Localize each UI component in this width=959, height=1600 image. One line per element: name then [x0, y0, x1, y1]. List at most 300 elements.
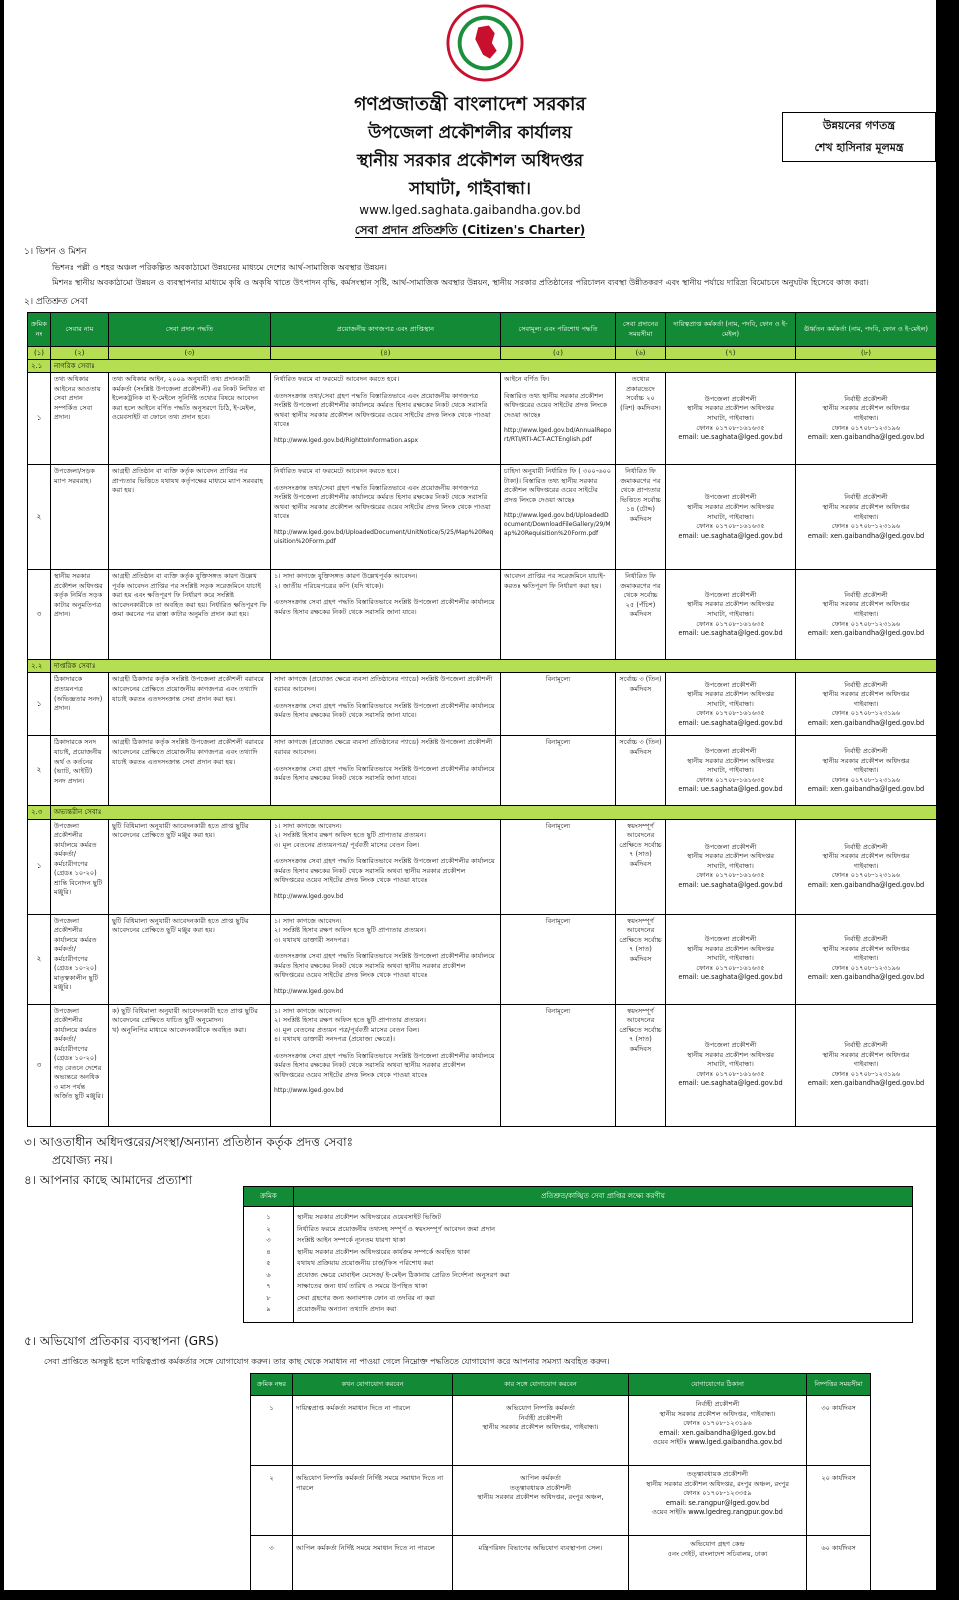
responsible-officer [666, 373, 796, 465]
superior-officer [796, 673, 937, 736]
docs-paragraph: এতদসংক্রান্ত সেবা গ্রহণ পদ্ধতি বিস্তারিতভাবে সংশ্লিষ্ট উপজেলা প্রকৌশলীর কার্যালয়ে কর্মরত হিসাব রক্ষকের নিকট থেকে সরাসরি জানা যাবে। [274, 764, 495, 783]
expectation-number: ৫ [244, 1257, 294, 1269]
service-row [28, 819, 937, 914]
docs-paragraph: এতদসংক্রান্ত সেবা গ্রহণ পদ্ধতি বিস্তারিতভাবে সংশ্লিষ্ট উপজেলা প্রকৌশলীর কার্যালয়ে কর্মরত হিসাব রক্ষকের নিকট থেকে সরাসরি অথবা স্থানীয় সরকার প্রকৌশল অধিদপ্তরের ওয়েব সাইটের প্রদত্ত লিংক থেকে পাওয়া যাবেঃ [274, 857, 495, 885]
column-header: সেবা প্রদানের সময়সীমা [616, 313, 666, 347]
cell-line: উপজেলা প্রকৌশলী [704, 747, 757, 756]
service-row [28, 1004, 937, 1126]
column-number: (২) [51, 347, 109, 360]
cell-line: উপজেলা প্রকৌশলী [704, 1041, 757, 1050]
fee-text: বিনামূল্যে [545, 916, 571, 925]
expectation-text: সাক্ষাতের জন্য ধার্য তারিখ ও সময়ে উপস্থিত থাকা [294, 1280, 913, 1292]
service-name: উপজেলা প্রকৌশলীর কার্যালয়ে কর্মরত কর্মকর্তা/ কর্মচারীগণের (গ্রেডঃ ১০-২০) গড় বেতনে দেশের অভ্যন্তরে অনধিক ৩ মাস পর্যন্ত অর্জিত ছুটি মঞ্জুরি। [51, 1004, 109, 1126]
service-method: তথ্য অধিকার আইন, ২০০৯ অনুযায়ী তথ্য প্রদানকারী কর্মকর্তা (সংশ্লিষ্ট উপজেলা প্রকৌশলী) এর নিকট লিখিত বা ইলেকট্রনিক বা ই-মেইলে সুনির্দিষ্ট তথ্যের বিষয়ে আবেদন করা হলে আইনে বর্ণিত পদ্ধতি অনুসরণে চিঠি, ই-মেইল, ওয়েবসাইট বা ফোনে তথ্য প্রদান হবে। [109, 373, 271, 465]
cell-line: email: ue.saghata@lged.gov.bd [678, 433, 783, 442]
section3-text: প্রযোজ্য নয়। [52, 1153, 113, 1167]
service-name: উপজেলা প্রকৌশলীর কার্যালয়ে কর্মরত কর্মকর্তা/ কর্মচারীগণের (গ্রেডঃ ১০-২০) মাতৃত্বকালীন ছুটি মঞ্জুরি। [51, 914, 109, 1004]
service-fee [501, 570, 616, 660]
cell-line: নির্বাহী প্রকৌশলী [844, 842, 888, 851]
cell-line: ফোনঃ ০১৭০৮-১৬১৬৩৫ [696, 423, 765, 432]
grs-header: যোগাযোগের ঠিকানা [629, 1374, 807, 1396]
cell-line: গাইবান্ধা। [853, 512, 879, 521]
cell-line: স্থানীয় সরকার প্রকৌশল অধিদপ্তর [686, 404, 775, 413]
docs-paragraph: সাদা কাগজে (প্রযোজ্য ক্ষেত্রে ব্যবসা প্রতিষ্ঠানের প্যাডে) সংশ্লিষ্ট উপজেলা প্রকৌশলী বরাবর আবেদন। [274, 675, 493, 693]
cell-line: ফোনঃ ০১৭০৮-১২৩১৯৬ [831, 522, 901, 531]
service-name: স্থানীয় সরকার প্রকৌশল অধিদপ্তর কর্তৃক নির্মিত সড়ক কাটার অনুমতিপত্র প্রদান। [51, 570, 109, 660]
expectation-row [244, 1223, 913, 1235]
cell-line: ওয়েব সাইটঃ www.lged.gaibandha.gov.bd [652, 1438, 783, 1447]
service-fee [501, 1004, 616, 1126]
motto-line: শেখ হাসিনার মূলমন্ত্র [814, 141, 904, 154]
grs-header: নিষ্পত্তির সময়সীমা [807, 1374, 871, 1396]
superior-officer [796, 465, 937, 570]
grs-time: ৩০ কার্যদিবস [807, 1396, 871, 1466]
serial-number: ১ [28, 373, 51, 465]
cell-line: ৫নং গেইট, বাংলাদেশ সচিবালয়, ঢাকা [667, 1549, 768, 1558]
docs-paragraph: ১। সাদা কাগজে আবেদন। ২। সংশ্লিষ্ট হিসাব রক্ষণ অফিস হতে ছুটি প্রাপ্যতার প্রত্যয়ন। ৩। যথাযথ ডাক্তারী সনদপত্র। [274, 916, 426, 944]
service-row [28, 570, 937, 660]
grs-table [250, 1373, 871, 1598]
cell-line: স্থানীয় সরকার প্রকৌশল অধিদপ্তর [686, 944, 775, 953]
responsible-officer [666, 736, 796, 806]
cell-line: তত্ত্বাবধায়ক প্রকৌশলী [686, 1470, 749, 1478]
cell-line: ফোনঃ ০১৭০৮-১২৩১৯৬ [831, 1069, 901, 1078]
service-method: ছুটি বিধিমালা অনুযায়ী আবেদনকারী হতে প্রাপ্ত ছুটির আবেদনের প্রেক্ষিতে ছুটি মঞ্জুর করা হয়। [109, 914, 271, 1004]
expectation-row [244, 1269, 913, 1281]
cell-line: উপজেলা প্রকৌশলী [704, 493, 757, 502]
cell-line: email: xen.gaibandha@lged.gov.bd [807, 1079, 925, 1088]
cell-line: স্থানীয় সরকার প্রকৌশল অধিদপ্তর [686, 690, 775, 699]
required-documents [271, 570, 501, 660]
group-title: দাপ্তরিক সেবাঃ [51, 660, 937, 673]
required-documents [271, 373, 501, 465]
grs-serial: ৩ [251, 1536, 293, 1598]
responsible-officer [666, 819, 796, 914]
grs-when: আপিল কর্মকর্তা নির্দিষ্ট সময়ে সমাধান দিতে না পারলে [293, 1536, 453, 1598]
cell-line: মন্ত্রিপরিষদ বিভাগের অভিযোগ ব্যবস্থাপনা সেল। [478, 1544, 603, 1552]
cell-line: ফোনঃ ০১৭০৮-১২৩১৯৬ [831, 709, 901, 718]
expectation-row [244, 1280, 913, 1292]
expectation-text: সেবা গ্রহণের জন্য অনাবশ্যক ফোন বা তদবির না করা [294, 1292, 913, 1304]
cell-line: email: xen.gaibandha@lged.gov.bd [659, 1428, 776, 1437]
cell-line: ফোনঃ ০১৭০৮-১৬১৬৩৫ [696, 963, 765, 972]
grs-row [251, 1396, 871, 1466]
docs-link[interactable]: http://www.lged.gov.bd [274, 892, 344, 900]
fee-link[interactable]: http://www.lged.gov.bd/AnnualReport/RTI/RTI-ACT-ACTEnglish.pdf [504, 427, 612, 444]
cell-line: গাইবান্ধা। [853, 861, 879, 870]
responsible-officer [666, 570, 796, 660]
cell-line: নির্বাহী প্রকৌশলী [844, 493, 888, 502]
fee-paragraph: আবেদন প্রাপ্তির পর সরেজমিনে যাচাই-করতঃ ক্ষতিপূরণ ফি নির্ধারণ করা হয়। [504, 572, 606, 590]
serial-number: ২ [28, 736, 51, 806]
fee-link[interactable]: http://www.lged.gov.bd/UploadedDocument/DownloadFileGallery/29/Map%20Requisition%20Form.pdf [504, 512, 611, 537]
group-number: ২.২ [28, 660, 51, 673]
cell-line: ফোনঃ ০১৭০৮-১৬১৬৩৫ [696, 522, 765, 531]
service-method: আগ্রহী ঠিকাদার কর্তৃক সংশ্লিষ্ট উপজেলা প্রকৌশলী বরাবরে আবেদনের প্রেক্ষিতে প্রয়োজনীয় কাগজপত্র এবং তথ্যাদি যাচাই করতঃ এতদসংক্রান্ত সেবা প্রদান করা হয়। [109, 673, 271, 736]
cell-line: স্থানীয় সরকার প্রকৌশল অধিদপ্তর [822, 690, 910, 699]
column-number: (১) [28, 347, 51, 360]
service-group-row [28, 660, 937, 673]
docs-paragraph: নির্ধারিত ফরমে বা ফরমেটে আবেদন করতে হবে। [274, 467, 400, 476]
cell-line: স্থানীয় সরকার প্রকৌশল অধিদপ্তর [686, 600, 775, 609]
service-fee [501, 673, 616, 736]
cell-line: email: ue.saghata@lged.gov.bd [678, 880, 783, 889]
column-number: (৮) [796, 347, 937, 360]
serial-number: ৩ [28, 1004, 51, 1126]
fee-text: বিনামূল্যে [545, 675, 571, 684]
cell-line: ফোনঃ ০১৭০৮-১২৩১৯৬ [831, 423, 901, 432]
expectation-text: প্রযোজ্য ক্ষেত্রে মোবাইল মেসেজ/ ই-মেইল ঠিকানায় প্রেরিত নির্দেশনা অনুসরণ করা [294, 1269, 913, 1281]
service-time: স্বয়ংসম্পূর্ণ আবেদনের প্রেক্ষিতে সর্বোচ্চ ৭ (সাত) কর্মদিবস [616, 1004, 666, 1126]
fee-text: বিনামূল্যে [545, 821, 571, 830]
vision-mission-heading: ১। ভিশন ও মিশন [24, 247, 87, 257]
service-row [28, 914, 937, 1004]
column-number: (৭) [666, 347, 796, 360]
superior-officer [796, 373, 937, 465]
expectation-row [244, 1303, 913, 1315]
cell-line: email: ue.saghata@lged.gov.bd [678, 1079, 783, 1088]
required-documents [271, 673, 501, 736]
grs-serial: ১ [251, 1396, 293, 1466]
cell-line: স্থানীয় সরকার প্রকৌশল অধিদপ্তর, রংপুর অঞ্চল, [477, 1493, 604, 1502]
expectation-number: ৪ [244, 1246, 294, 1258]
expectation-row [244, 1246, 913, 1258]
expectation-text: স্থানীয় সরকার প্রকৌশল অধিদপ্তরের কার্যক্রম সম্পর্কে অবহিত থাকা [294, 1246, 913, 1258]
cell-line: গাইবান্ধা। [853, 1060, 879, 1069]
docs-paragraph: এতদসংক্রান্ত তথ্য/সেবা গ্রহণ পদ্ধতি বিস্তারিতভাবে এবং প্রয়োজনীয় কাগজপত্র সংশ্লিষ্ট উপজেলা প্রকৌশলীর কার্যালয়ে কর্মরত হিসাব রক্ষকের নিকট থেকে সরাসরি অথবা স্থানীয় সরকার প্রকৌশল অধিদপ্তরের ওয়েব সাইটের প্রদত্ত লিংক থেকে পাওয়া যাবেঃ [274, 391, 491, 429]
cell-line: email: xen.gaibandha@lged.gov.bd [807, 785, 925, 794]
service-fee [501, 373, 616, 465]
cell-line: ফোনঃ ০১৭০৮-১৬১৬৩৫ [696, 619, 765, 628]
docs-paragraph: এতদসংক্রান্ত সেবা গ্রহণ পদ্ধতি বিস্তারিতভাবে সংশ্লিষ্ট উপজেলা প্রকৌশলীর কার্যালয়ে কর্মরত হিসাব রক্ষকের নিকট থেকে সরাসরি জানা যাবে। [274, 701, 495, 720]
cell-line: email: xen.gaibandha@lged.gov.bd [807, 973, 925, 982]
docs-paragraph: এতদসংক্রান্ত তথ্য/সেবা গ্রহণ পদ্ধতি বিস্তারিতভাবে এবং প্রয়োজনীয় কাগজপত্র সংশ্লিষ্ট উপজেলা প্রকৌশলীর কার্যালয়ে কর্মরত হিসাব রক্ষকের নিকট থেকে সরাসরি অথবা স্থানীয় সরকার প্রকৌশল অধিদপ্তরের ওয়েব সাইটের প্রদত্ত লিংক থেকে পাওয়া যাবেঃ [274, 483, 491, 521]
grs-header: কার সঙ্গে যোগাযোগ করবেন [453, 1374, 629, 1396]
service-time: স্বয়ংসম্পূর্ণ আবেদনের প্রেক্ষিতে সর্বোচ্চ ৭ (সাত) কর্মদিবস [616, 819, 666, 914]
required-documents [271, 736, 501, 806]
service-group-row [28, 360, 937, 373]
responsible-officer [666, 673, 796, 736]
cell-line: ফোনঃ ০১৭০৮-১২৩৩৫৯ [683, 1489, 752, 1498]
grs-who [453, 1536, 629, 1598]
docs-paragraph: এতদসংক্রান্ত সেবা গ্রহণ পদ্ধতি বিস্তারিতভাবে সংশ্লিষ্ট উপজেলা প্রকৌশলীর কার্যালয়ে কর্মরত হিসাব রক্ষকের নিকট থেকে সরাসরি অথবা স্থানীয় সরকার প্রকৌশল অধিদপ্তরের ওয়েব সাইটের প্রদত্ত লিংক থেকে পাওয়া যাবেঃ [274, 1051, 495, 1079]
cell-line: ফোনঃ ০১৭০৮-১৬১৬৩৫ [696, 775, 765, 784]
grs-row [251, 1536, 871, 1598]
column-number: (৪) [271, 347, 501, 360]
service-method: ছুটি বিধিমালা অনুযায়ী আবেদনকারী হতে প্রাপ্ত ছুটির আবেদনের প্রেক্ষিতে ছুটি মঞ্জুর করা হয়। [109, 819, 271, 914]
cell-line: ফোনঃ ০১৭০৮-১২৩১৯৬ [683, 1419, 752, 1428]
cell-line: সাঘাটা, গাইবান্ধা। [707, 414, 754, 422]
cell-line: email: xen.gaibandha@lged.gov.bd [807, 531, 925, 540]
cell-line: স্থানীয় সরকার প্রকৌশল অধিদপ্তর [822, 944, 910, 953]
cell-line: email: xen.gaibandha@lged.gov.bd [807, 629, 925, 638]
docs-link[interactable]: http://www.lged.gov.bd [274, 1087, 344, 1095]
cell-line: নির্বাহী প্রকৌশলী [844, 680, 888, 689]
column-header: প্রয়োজনীয় কাগজপত্র এবং প্রাপ্তিস্থান [271, 313, 501, 347]
service-time: তথ্যের প্রকারভেদে সর্বোচ্চ ২০ (বিশ) কর্মদিবস। [616, 373, 666, 465]
responsible-officer [666, 1004, 796, 1126]
motto-line: উন্নয়নের গণতন্ত্র [823, 119, 895, 132]
expectation-text: স্থানীয় সরকার প্রকৌশল অধিদপ্তরের ওয়েবসাইট ভিজিট [294, 1207, 913, 1223]
service-time: সর্বোচ্চ ৩ (তিন) কর্মদিবস [616, 736, 666, 806]
cell-line: গাইবান্ধা। [853, 954, 879, 963]
serial-number: ২ [28, 465, 51, 570]
cell-line: email: ue.saghata@lged.gov.bd [678, 629, 783, 638]
service-name: উপজেলা প্রকৌশলীর কার্যালয়ে কর্মরত কর্মকর্তা/ কর্মচারীগণের (গ্রেডঃ ১০-২০) শ্রান্তি বিনোদন ছুটি মঞ্জুরি। [51, 819, 109, 914]
expectation-number: ১ [244, 1207, 294, 1223]
docs-paragraph: এতদসংক্রান্ত সেবা গ্রহণ পদ্ধতি বিস্তারিতভাবে সংশ্লিষ্ট উপজেলা প্রকৌশলীর কার্যালয়ে কর্মরত হিসাব রক্ষকের নিকট থেকে সরাসরি জানা যাবে। [274, 598, 495, 616]
service-name: তথ্য অধিকার আইনের আওতায় সেবা প্রদান সম্পর্কিত সেবা প্রদান। [51, 373, 109, 465]
superior-officer [796, 570, 937, 660]
grs-time: ৬০ কার্যদিবস [807, 1536, 871, 1598]
fee-paragraph: আইনে বর্ণিত ফি। [504, 375, 550, 384]
grs-address [629, 1536, 807, 1598]
cell-line: ফোনঃ ০১৭০৮-১৬১৬৩৫ [696, 871, 765, 880]
service-fee [501, 736, 616, 806]
cell-line: নির্বাহী প্রকৌশলী [695, 1400, 740, 1408]
cell-line: ফোনঃ ০১৭০৮-১২৩১৯৬ [831, 871, 901, 880]
service-fee [501, 819, 616, 914]
cell-line: email: ue.saghata@lged.gov.bd [678, 973, 783, 982]
serial-number: ১ [28, 819, 51, 914]
cell-line: নির্বাহী প্রকৌশলী [844, 1041, 888, 1050]
location-title: সাঘাটা, গাইবান্ধা। [409, 179, 531, 199]
expectation-text: সংশ্লিষ্ট আইন সম্পর্কে ন্যূনতম ধারণা থাকা [294, 1234, 913, 1246]
group-title: নাগরিক সেবাঃ [51, 360, 937, 373]
docs-paragraph: এতদসংক্রান্ত সেবা গ্রহণ পদ্ধতি বিস্তারিতভাবে সংশ্লিষ্ট উপজেলা প্রকৌশলীর কার্যালয়ে কর্মরত হিসাব রক্ষকের নিকট থেকে সরাসরি অথবা স্থানীয় সরকার প্রকৌশল অধিদপ্তরের ওয়েব সাইটের প্রদত্ত লিংক থেকে পাওয়া যাবেঃ [274, 952, 495, 980]
expectation-number: ৩ [244, 1234, 294, 1246]
cell-line: সাঘাটা, গাইবান্ধা। [707, 699, 754, 708]
cell-line: নির্বাহী প্রকৌশলী [844, 747, 888, 756]
service-time: সর্বোচ্চ ৩ (তিন) কর্মদিবস [616, 673, 666, 736]
fee-text: বিনামূল্যে [545, 1006, 571, 1015]
cell-line: স্থানীয় সরকার প্রকৌশল অধিদপ্তর [686, 1050, 775, 1059]
expectation-row [244, 1207, 913, 1223]
cell-line: সাঘাটা, গাইবান্ধা। [707, 954, 754, 963]
service-row [28, 673, 937, 736]
docs-link[interactable]: http://www.lged.gov.bd/UploadedDocument/UnitNotice/5/25/Map%20Requisition%20Form.pdf [274, 529, 494, 545]
expectations-table [243, 1186, 913, 1323]
expectation-number: ৯ [244, 1303, 294, 1315]
expectation-text: যথাযথ প্রক্রিয়ায় প্রয়োজনীয় চার্জ/ফিস পরিশোধ করা [294, 1257, 913, 1269]
expectations-header: প্রতিশ্রুত/কাঙ্খিত সেবা প্রাপ্তির লক্ষ্যে করণীয় [294, 1187, 913, 1207]
expectation-row [244, 1234, 913, 1246]
section4-heading: ৪। আপনার কাছে আমাদের প্রত্যাশা [24, 1173, 193, 1187]
expectation-number: ২ [244, 1223, 294, 1235]
cell-line: গাইবান্ধা। [853, 414, 879, 422]
docs-paragraph: সাদা কাগজে (প্রযোজ্য ক্ষেত্রে ব্যবসা প্রতিষ্ঠানের প্যাডে) সংশ্লিষ্ট উপজেলা প্রকৌশলী বরাবর আবেদন। [274, 738, 493, 756]
superior-officer [796, 819, 937, 914]
expectation-number: ৬ [244, 1269, 294, 1281]
column-number: (৩) [109, 347, 271, 360]
grs-address [629, 1466, 807, 1536]
column-number: (৬) [616, 347, 666, 360]
cell-line: সাঘাটা, গাইবান্ধা। [707, 861, 754, 870]
fee-text: বিনামূল্যে [545, 738, 571, 747]
service-time: স্বয়ংসম্পূর্ণ আবেদনের প্রেক্ষিতে সর্বোচ্চ ৭ (সাত) কর্মদিবস [616, 914, 666, 1004]
grs-intro: সেবা প্রাপ্তিতে অসন্তুষ্ট হলে দায়িত্বপ্রাপ্ত কর্মকর্তার সঙ্গে যোগাযোগ করুন। তার কাছ থেকে সমাধান না পাওয়া গেলে নিম্নোক্ত পদ্ধতিতে যোগাযোগ করে আপনার সমস্যা অবহিত করুন। [44, 1357, 610, 1366]
cell-line: স্থানীয় সরকার প্রকৌশল অধিদপ্তর [686, 502, 775, 511]
department-title: স্থানীয় সরকার প্রকৌশল অধিদপ্তর [356, 151, 584, 171]
website-link[interactable]: www.lged.saghata.gaibandha.gov.bd [359, 203, 581, 217]
service-time: নির্ধারিত ফি জমাকরণের পর থেকে সর্বোচ্চ ২৫ (পঁচিশ) কর্মদিবস [616, 570, 666, 660]
service-row [28, 465, 937, 570]
cell-line: স্থানীয় সরকার প্রকৌশল অধিদপ্তর [822, 502, 910, 511]
superior-officer [796, 1004, 937, 1126]
docs-link[interactable]: http://www.lged.gov.bd [274, 987, 344, 995]
cell-line: email: ue.saghata@lged.gov.bd [678, 785, 783, 794]
required-documents [271, 1004, 501, 1126]
service-method: আগ্রহী প্রতিষ্ঠান বা ব্যক্তি কর্তৃক আবেদন প্রাপ্তির পর প্রাপ্যতার ভিত্তিতে যথাযথ কর্তৃপক্ষের মাধ্যমে ম্যাপ সরবরাহ করা হয়। [109, 465, 271, 570]
cell-line: উপজেলা প্রকৌশলী [704, 394, 757, 403]
grs-header: ক্রমিক নম্বর [251, 1374, 293, 1396]
grs-who [453, 1396, 629, 1466]
section3-heading: ৩। আওতাধীন অধিদপ্তরের/সংস্থা/অন্যান্য প্রতিষ্ঠান কর্তৃক প্রদত্ত সেবাঃ [24, 1135, 353, 1149]
responsible-officer [666, 465, 796, 570]
cell-line: উপজেলা প্রকৌশলী [704, 842, 757, 851]
mission-text: মিশনঃ স্থানীয় অবকাঠামো উন্নয়ন ও ব্যবস্থাপনার মাধ্যমে কৃষি ও অকৃষি খাতে উৎপাদন বৃদ্ধি, কর্মসংস্থান সৃষ্টি, আর্থ-সামাজিক অবস্থার উন্নয়ন, স্থানীয় সরকার প্রতিষ্ঠানের পরিচালন ব্যবস্থা উন্নীতকরণ এবং স্থানীয় পর্যায়ে দারিদ্র্য বিমোচনে অনুঘটক হিসেবে কাজ করা। [52, 278, 869, 287]
cell-line: উপজেলা প্রকৌশলী [704, 935, 757, 944]
group-number: ২.১ [28, 360, 51, 373]
cell-line: ফোনঃ ০১৭০৮-১২৩১৯৬ [831, 775, 901, 784]
motto-box [782, 112, 936, 162]
expectation-row [244, 1292, 913, 1304]
cell-line: email: se.rangpur@lged.gov.bd [665, 1498, 770, 1507]
citizen-charter-page [4, 0, 936, 1590]
charter-title: সেবা প্রদান প্রতিশ্রুতি (Citizen's Charter) [354, 223, 586, 237]
column-header: সেবা প্রদান পদ্ধতি [109, 313, 271, 347]
superior-officer [796, 914, 937, 1004]
cell-line: email: ue.saghata@lged.gov.bd [678, 531, 783, 540]
cell-line: স্থানীয় সরকার প্রকৌশল অধিদপ্তর [822, 404, 910, 413]
cell-line: স্থানীয় সরকার প্রকৌশল অধিদপ্তর [822, 600, 910, 609]
cell-line: email: xen.gaibandha@lged.gov.bd [807, 718, 925, 727]
docs-paragraph: নির্ধারিত ফরমে বা ফরমেটে আবেদন করতে হবে। [274, 375, 400, 384]
cell-line: উপজেলা প্রকৌশলী [704, 680, 757, 689]
service-row [28, 736, 937, 806]
column-header: সেবার নাম [51, 313, 109, 347]
docs-link[interactable]: http://www.lged.gov.bd/RighttoInformation.aspx [274, 437, 419, 445]
grs-who [453, 1466, 629, 1536]
expectation-number: ৭ [244, 1280, 294, 1292]
cell-line: নির্বাহী প্রকৌশলী [518, 1413, 563, 1422]
expectation-number: ৮ [244, 1292, 294, 1304]
vision-text: ভিশনঃ পল্লী ও শহর অঞ্চল পরিকল্পিত অবকাঠামো উন্নয়নের মাধ্যমে দেশের আর্থ-সামাজিক অবস্থার উন্নয়ন। [52, 263, 387, 272]
cell-line: স্থানীয় সরকার প্রকৌশল অধিদপ্তর [822, 756, 910, 765]
grs-row [251, 1466, 871, 1536]
expectation-row [244, 1257, 913, 1269]
column-header: ঊর্ধ্বতন কর্মকর্তা (নাম, পদবি, ফোন ও ই-মেইল) [796, 313, 937, 347]
expectation-text: প্রয়োজনীয় অন্যান্য তথ্যাদি প্রদান করা [294, 1303, 913, 1315]
cell-line: নির্বাহী প্রকৌশলী [844, 590, 888, 599]
cell-line: স্থানীয় সরকার প্রকৌশল অধিদপ্তর, গাইবান্ধা। [482, 1423, 599, 1432]
cell-line: সাঘাটা, গাইবান্ধা। [707, 512, 754, 521]
cell-line: স্থানীয় সরকার প্রকৌশল অধিদপ্তর, গাইবান্ধা। [659, 1409, 776, 1418]
cell-line: নির্বাহী প্রকৌশলী [844, 394, 888, 403]
service-method: আগ্রহী প্রতিষ্ঠান বা ব্যক্তি কর্তৃক যুক্তিসঙ্গত কারণ উল্লেখ পূর্বক আবেদন প্রাপ্তির পর সংশ্লিষ্ট সড়ক সরেজমিনে যাচাই করা হয় এবং ক্ষতিপূরণ ফি নির্ধারণ করে সংশ্লিষ্ট আবেদনকারীকে তা অবহিত করা হয়। নির্ধারিত ক্ষতিপূরণ ফি জমা করনের পর রাস্তা কাটার অনুমতি প্রদান করা হয়। [109, 570, 271, 660]
cell-line: উপজেলা প্রকৌশলী [704, 590, 757, 599]
cell-line: ফোনঃ ০১৭০৮-১২৩১৯৬ [831, 619, 901, 628]
office-title: উপজেলা প্রকৌশলীর কার্যালয় [368, 123, 572, 143]
serial-number: ২ [28, 914, 51, 1004]
column-header: সেবামূল্য এবং পরিশোধ পদ্ধতি [501, 313, 616, 347]
column-header: দায়িত্বপ্রাপ্ত কর্মকর্তা (নাম, পদবি, ফোন ও ই-মেইল) [666, 313, 796, 347]
group-number: ২.৩ [28, 806, 51, 819]
cell-line: তত্ত্বাবধায়ক প্রকৌশলী [509, 1483, 572, 1492]
cell-line: সাঘাটা, গাইবান্ধা। [707, 766, 754, 775]
cell-line: অভিযোগ গ্রহণ কেন্দ্র [690, 1540, 745, 1548]
service-name: ঠিকাদারকে প্রত্যয়নপত্র (অভিজ্ঞতার সনদ) প্রদান। [51, 673, 109, 736]
cell-line: সাঘাটা, গাইবান্ধা। [707, 610, 754, 618]
section5-heading: ৫। অভিযোগ প্রতিকার ব্যবস্থাপনা (GRS) [24, 1334, 219, 1348]
grs-when: দায়িত্বপ্রাপ্ত কর্মকর্তা সমাধান দিতে না পারলে [293, 1396, 453, 1466]
responsible-officer [666, 914, 796, 1004]
cell-line: সাঘাটা, গাইবান্ধা। [707, 1060, 754, 1069]
cell-line: অভিযোগ নিষ্পত্তি কর্মকর্তা [506, 1404, 575, 1412]
cell-line: গাইবান্ধা। [853, 766, 879, 775]
cell-line: স্থানীয় সরকার প্রকৌশল অধিদপ্তর [822, 1050, 910, 1059]
cell-line: গাইবান্ধা। [853, 610, 879, 618]
service-name: ঠিকাদারকে সনদ যাচাই, প্রয়োজনীয় অর্থ ও কর্তনের (ভ্যাট, আইটি) সনদ প্রদান। [51, 736, 109, 806]
cell-line: email: xen.gaibandha@lged.gov.bd [807, 433, 925, 442]
serial-number: ১ [28, 673, 51, 736]
services-heading: ২। প্রতিশ্রুত সেবা [24, 297, 88, 307]
serial-number: ৩ [28, 570, 51, 660]
service-fee [501, 465, 616, 570]
required-documents [271, 465, 501, 570]
docs-paragraph: ১। সাদা কাগজে আবেদন। ২। সংশ্লিষ্ট হিসাব রক্ষণ অফিস হতে ছুটি প্রাপ্যতার প্রত্যয়ন। ৩। মূল বেতনের প্রত্যয়ন পত্র/পূর্ববর্তী মাসের বেতন বিল। ৪। যথাযথ ডাক্তারী সনদপত্র (প্রযোজ্য ক্ষেত্রে)। [274, 1006, 426, 1044]
required-documents [271, 914, 501, 1004]
cell-line: স্থানীয় সরকার প্রকৌশল অধিদপ্তর [822, 852, 910, 861]
services-table [27, 312, 937, 1127]
column-number: (৫) [501, 347, 616, 360]
cell-line: email: xen.gaibandha@lged.gov.bd [807, 880, 925, 889]
expectations-header: ক্রমিক [244, 1187, 294, 1207]
service-row [28, 373, 937, 465]
cell-line: গাইবান্ধা। [853, 699, 879, 708]
service-method: ক) ছুটি বিধিমালা অনুযায়ী আবেদনকারী হতে প্রাপ্ত ছুটির আবেদনের প্রেক্ষিতে যাচিত ছুটি অনুমোদন। খ) অনুলিপির মাধ্যমে আবেদনকারীকে অবহিত করা। [109, 1004, 271, 1126]
docs-paragraph: ১। সাদা কাগজে যুক্তিসঙ্গত কারণ উল্লেখপূর্বক আবেদন। ২। জাতীয় পরিচয়পত্রের কপি (যদি থাকে)। [274, 572, 418, 590]
cell-line: নির্বাহী প্রকৌশলী [844, 935, 888, 944]
cell-line: ফোনঃ ০১৭০৮-১২৩১৯৬ [831, 963, 901, 972]
cell-line: ফোনঃ ০১৭০৮-১৬১৬৩৫ [696, 1069, 765, 1078]
column-header: ক্রমিক নং [28, 313, 51, 347]
service-name: উপজেলা/সড়ক ম্যাপ সরবরাহ। [51, 465, 109, 570]
expectation-text: নির্ধারিত ফরমে প্রয়োজনীয় তথ্যসহ সম্পূর্ণ ও স্বয়ংসম্পূর্ণ আবেদন জমা প্রদান [294, 1223, 913, 1235]
cell-line: আপিল কর্মকর্তা [520, 1474, 561, 1482]
cell-line: স্থানীয় সরকার প্রকৌশল অধিদপ্তর [686, 756, 775, 765]
fee-paragraph: বিস্তারিত তথ্য স্থানীয় সরকার প্রকৌশল অধিদপ্তরের ওয়েব সাইটের প্রদত্ত লিংকে দেওয়া আছেঃ [504, 391, 608, 419]
service-time: নির্ধারিত ফি জমাকরণের পর থেকে প্রাপ্যতার ভিত্তিতে সর্বোচ্চ ১৪ (চৌদ্দ) কর্মদিবস [616, 465, 666, 570]
cell-line: email: ue.saghata@lged.gov.bd [678, 718, 783, 727]
cell-line: ওয়েব সাইটঃ www.lgedreg.rangpur.gov.bd [652, 1508, 783, 1517]
grs-when: অভিযোগ নিষ্পত্তি কর্মকর্তা নির্দিষ্ট সময়ে সমাধান দিতে না পারলে [293, 1466, 453, 1536]
grs-address [629, 1396, 807, 1466]
cell-line: ফোনঃ ০১৭০৮-১৬১৬৩৫ [696, 709, 765, 718]
group-title: অভ্যন্তরীন সেবাঃ [51, 806, 937, 819]
fee-paragraph: চাহিদা অনুযায়ী নির্ধারিত ফি ( ৩০০-৬০০ টাকা)। বিস্তারিত তথ্য স্থানীয় সরকার প্রকৌশল অধিদপ্তরের ওয়েব সাইটের প্রদত্ত লিংকে দেওয়া আছেঃ [504, 467, 612, 504]
cell-line: স্থানীয় সরকার প্রকৌশল অধিদপ্তর, রংপুর অঞ্চল, রংপুর [645, 1479, 790, 1488]
service-fee [501, 914, 616, 1004]
grs-serial: ২ [251, 1466, 293, 1536]
cell-line: স্থানীয় সরকার প্রকৌশল অধিদপ্তর [686, 852, 775, 861]
superior-officer [796, 736, 937, 806]
service-group-row [28, 806, 937, 819]
grs-header: কখন যোগাযোগ করবেন [293, 1374, 453, 1396]
government-title: গণপ্রজাতন্ত্রী বাংলাদেশ সরকার [354, 93, 586, 115]
docs-paragraph: ১। সাদা কাগজে আবেদন। ২। সংশ্লিষ্ট হিসাব রক্ষণ অফিস হতে ছুটি প্রাপ্যতার প্রত্যয়ন। ৩। মূল বেতনের প্রত্যয়নপত্র/ পূর্ববর্তী মাসের বেতন বিল। [274, 821, 426, 849]
government-seal-logo [446, 4, 524, 82]
